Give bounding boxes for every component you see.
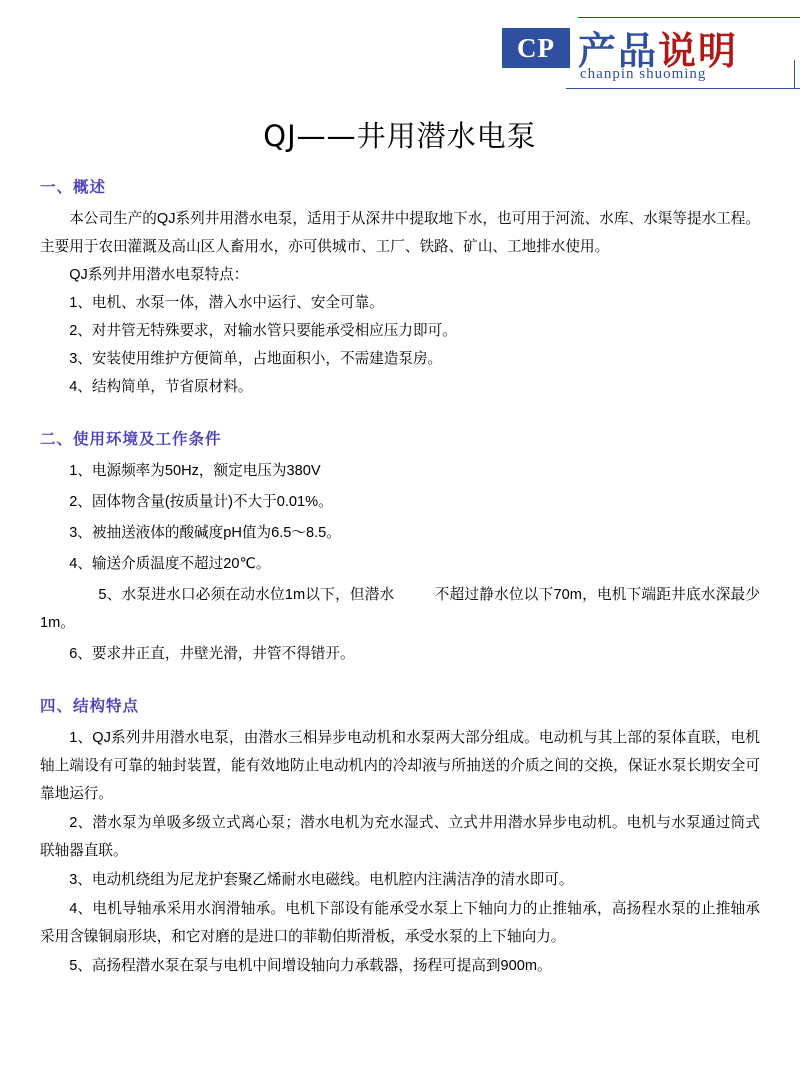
logo-pinyin: chanpin shuoming: [580, 66, 707, 82]
section-heading-4: 四、结构特点: [40, 698, 140, 716]
list-item: 1、电源频率为50Hz，额定电压为380V: [69, 463, 321, 480]
list-item: 4、结构简单，节省原材料。: [69, 379, 253, 396]
list-item: 4、输送介质温度不超过20℃。: [69, 556, 271, 573]
list-item: 5、高扬程潜水泵在泵与电机中间增设轴向力承载器，扬程可提高到900m。: [69, 958, 552, 975]
logo-title-part1: 产品: [578, 29, 659, 73]
list-item: 6、要求井正直，井壁光滑，井管不得错开。: [69, 646, 355, 663]
brand-logo: [460, 0, 800, 96]
page-title: QJ——井用潜水电泵: [263, 119, 537, 153]
logo-rule-bottom: [566, 88, 800, 89]
list-item: 2、对井管无特殊要求，对输水管只要能承受相应压力即可。: [69, 323, 457, 340]
list-item: 1、电机、水泵一体，潜入水中运行、安全可靠。: [69, 295, 384, 312]
list-item: 3、安装使用维护方便简单，占地面积小，不需建造泵房。: [69, 351, 443, 368]
list-item: 2、潜水泵为单吸多级立式离心泵；潜水电机为充水湿式、立式井用潜水异步电动机。电机与水泵通过筒式联轴器直联。: [40, 815, 760, 860]
list-item: 4、电机导轴承采用水润滑轴承。电机下部设有能承受水泵上下轴向力的止推轴承，高扬程水泵的止推轴承采用含镍铜扇形块，和它对磨的是进口的菲勒伯斯滑板，承受水泵的上下轴向力。: [40, 901, 760, 946]
logo-mark: CP: [502, 28, 570, 68]
list-item: 1、QJ系列井用潜水电泵，由潜水三相异步电动机和水泵两大部分组成。电动机与其上部的泵体直联，电机轴上端设有可靠的轴封装置，能有效地防止电动机内的冷却液与所抽送的介质之间的交换，保证水泵长期安全可靠地运行。: [40, 730, 760, 803]
logo-tick-bottom: [794, 60, 795, 88]
section-structure-features: [40, 694, 760, 980]
section-overview: [40, 175, 760, 401]
list-item: 3、电动机绕组为尼龙护套聚乙烯耐水电磁线。电机腔内注满洁净的清水即可。: [69, 872, 574, 889]
list-item: [40, 581, 760, 637]
logo-rule-top: [578, 17, 800, 18]
section-heading-2: 二、使用环境及工作条件: [40, 431, 222, 449]
section-heading-1: 一、概述: [40, 179, 107, 196]
list-item-text-a: 5、水泵进水口必须在动水位1m以下，但潜水: [98, 587, 395, 604]
list-item: 3、被抽送液体的酸碱度pH值为6.5～8.5。: [69, 525, 341, 542]
paragraph: QJ系列井用潜水电泵特点：: [69, 267, 249, 284]
section-operating-conditions: [40, 427, 760, 668]
paragraph: 本公司生产的QJ系列井用潜水电泵，适用于从深井中提取地下水，也可用于河流、水库、水渠等提水工程。主要用于农田灌溉及高山区人畜用水，亦可供城市、工厂、铁路、矿山、工地排水使用。: [40, 211, 760, 256]
logo-title-part2: 说明: [658, 29, 739, 73]
list-item-text-b: 不超过静水位以下70m，电机下端距井底水深最少1m。: [40, 587, 760, 632]
list-item: 2、固体物含量(按质量计)不大于0.01%。: [69, 494, 333, 511]
